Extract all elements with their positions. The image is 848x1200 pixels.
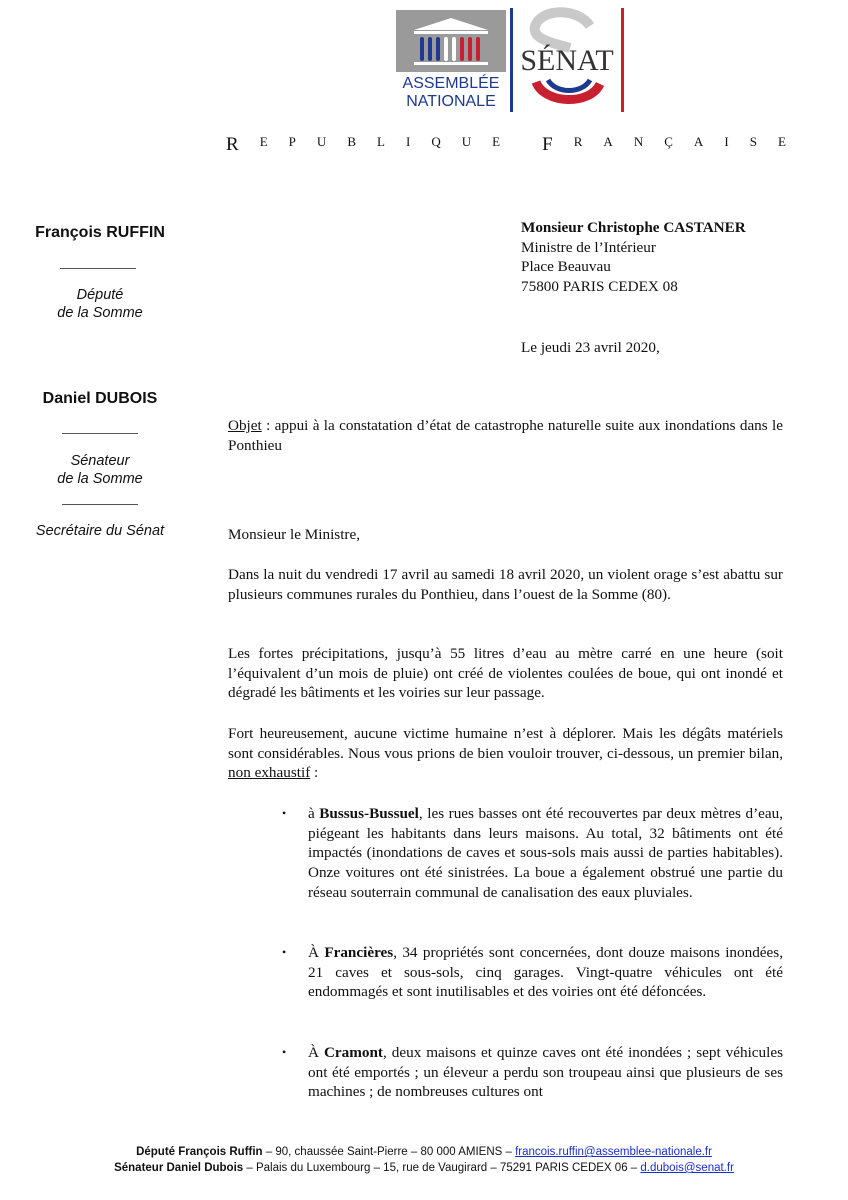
sender1-role-line2: de la Somme [57,304,143,321]
republique-letter: E [492,134,501,149]
assemblee-line1: ASSEMBLÉE [402,75,500,92]
republique-letter: P [288,134,296,149]
letter-footer [0,1144,848,1176]
republique-letter: U [461,134,472,149]
subject-text: : appui à la constatation d’état de catastrophe naturelle suite aux inondations dans le Ponthieu [228,417,783,454]
sender1-role [0,287,200,322]
footer-line1 [0,1144,848,1160]
bullet-text: , les rues basses ont été recouvertes par deux mètres d’eau, piégeant les habitants dans leurs maisons. Au total, 32 bâtiments ont été impactés (inondations de caves et sous-sols mais aussi de parties habitables). Onze voitures ont été sinistrées. La boue a également obstrué une partie du réseau souterrain communal de canalisation des eaux pluviales. [308,805,784,901]
republique-letter: L [377,134,385,149]
footer-email-link[interactable]: d.dubois@senat.fr [640,1162,734,1174]
sender2-role-line2: de la Somme [57,470,143,487]
republique-letter: R [226,134,239,155]
senat-wordmark: SÉNAT [520,44,614,77]
footer-line2 [0,1160,848,1176]
sender1-name: François RUFFIN [35,224,165,241]
divider [62,504,138,505]
bullet-marker: • [282,806,287,820]
assemblee-nationale-logo [396,10,506,110]
republique-letter: N [633,134,644,149]
republique-letter: E [259,134,268,149]
addressee-line3: 75800 PARIS CEDEX 08 [521,278,678,296]
bullet-marker: • [282,945,287,959]
list-item [308,1043,783,1102]
para3-underlined: non exhaustif [228,764,311,782]
bullet-place: Cramont [323,1044,383,1061]
assemblee-line2: NATIONALE [406,93,496,110]
republique-letter: I [405,134,411,149]
republique-letter: F [542,134,553,155]
bullet-prefix: À [308,944,325,961]
footer-email-link[interactable]: francois.ruffin@assemblee-nationale.fr [515,1146,712,1158]
republique-letter: E [777,134,786,149]
divider [60,268,136,269]
sender2-role [0,453,200,488]
bullet-place: Francières [324,944,394,961]
republique-letter: I [724,134,729,149]
republique-letter: A [693,134,704,149]
list-item [308,804,783,903]
bullet-prefix: à [308,805,320,822]
para3-text: Fort heureusement, aucune victime humaine n’est à déplorer. Mais les dégâts matériels sont considérables. Nous vous prions de bien vouloir trouver, ci-dessous, un premier bilan, [228,725,783,762]
footer-line1-name: Député François Ruffin [136,1146,263,1158]
bullet-text: , deux maisons et quinze caves ont été inondées ; sept véhicules ont été emportés ; un éleveur a perdu son troupeau ainsi que plusieurs de ses machines ; de nombreuses cultures ont [308,1044,784,1101]
senat-logo [508,4,626,112]
republique-letter: B [347,134,356,149]
sender2-role-line1: Sénateur [70,453,130,469]
bullet-prefix: À [308,1044,324,1061]
republique-francaise-header [226,134,786,156]
republique-letter: Q [431,134,441,149]
body-paragraph: Dans la nuit du vendredi 17 avril au samedi 18 avril 2020, un violent orage s’est abattu sur plusieurs communes rurales du Ponthieu, dans l’ouest de la Somme (80). [228,566,783,603]
bullet-text: , 34 propriétés sont concernées, dont douze maisons inondées, 21 caves et sous-sols, cinq garages. Vingt-quatre véhicules ont été endommagés et sont inutilisables et des voiries ont été défoncées. [308,944,783,1001]
addressee-block [521,218,821,297]
footer-line2-address: – Palais du Luxembourg – 15, rue de Vaugirard – 75291 PARIS CEDEX 06 – [243,1162,641,1174]
bullet-place: Bussus-Bussuel [319,805,419,822]
republique-letter: Ç [664,134,673,149]
sender2-name: Daniel DUBOIS [42,390,158,407]
para3-end: : [310,764,319,782]
sender1-role-line1: Député [76,287,124,303]
letter-date: Le jeudi 23 avril 2020, [521,339,660,356]
addressee-name: Monsieur Christophe CASTANER [521,219,746,236]
republique-letter: A [603,134,613,149]
sender2-extra-role: Secrétaire du Sénat [35,523,165,539]
footer-line1-address: – 90, chaussée Saint-Pierre – 80 000 AMIENS – [262,1146,516,1158]
subject-label: Objet [228,417,262,434]
addressee-line2: Place Beauvau [521,258,611,276]
divider [62,433,138,434]
body-paragraph: Les fortes précipitations, jusqu’à 55 litres d’eau au mètre carré en une heure (soit l’équivalent d’un mois de pluie) ont créé de violentes coulées de boue, qui ont inondé et dégradé les bâtiments et les voiries sur leur passage. [228,645,783,702]
list-item [308,943,783,1002]
footer-line2-name: Sénateur Daniel Dubois [114,1162,244,1174]
body-paragraph [228,724,783,783]
addressee-line1: Ministre de l’Intérieur [521,238,656,256]
bullet-marker: • [282,1045,287,1059]
republique-letter: S [749,134,757,149]
salutation: Monsieur le Ministre, [228,526,361,543]
republique-letter: R [573,134,583,149]
republique-letter: U [316,134,327,149]
letter-subject [228,416,783,455]
